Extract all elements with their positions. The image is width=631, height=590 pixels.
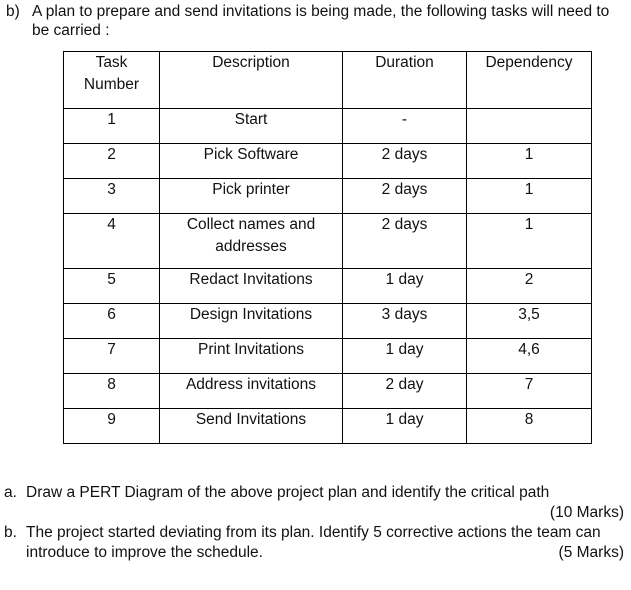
cell-duration: 3 days: [343, 304, 467, 339]
question-a-marker: a.: [4, 484, 17, 501]
cell-description: Address invitations: [160, 374, 343, 409]
cell-dependency: 3,5: [467, 304, 592, 339]
cell-description: Collect names and addresses: [160, 214, 343, 269]
table-row: [64, 144, 592, 179]
cell-task-number: 6: [64, 304, 160, 339]
question-a-text: Draw a PERT Diagram of the above project plan and identify the critical path: [26, 484, 550, 501]
question-b-text-line2: introduce to improve the schedule.: [26, 544, 263, 561]
cell-task-number: 9: [64, 409, 160, 444]
table-row: [64, 269, 592, 304]
table-row: [64, 339, 592, 374]
cell-dependency: 4,6: [467, 339, 592, 374]
cell-description: Send Invitations: [160, 409, 343, 444]
table-header-row: [64, 52, 592, 109]
cell-description: Pick printer: [160, 179, 343, 214]
task-table: [63, 51, 592, 444]
cell-task-number: 3: [64, 179, 160, 214]
cell-duration: 2 days: [343, 214, 467, 269]
question-b-marker: b.: [4, 524, 17, 541]
cell-task-number: 1: [64, 109, 160, 144]
cell-dependency: [467, 109, 592, 144]
cell-dependency: 8: [467, 409, 592, 444]
cell-description: Redact Invitations: [160, 269, 343, 304]
cell-description: Pick Software: [160, 144, 343, 179]
table-row: [64, 179, 592, 214]
question-marker: b): [6, 3, 20, 20]
header-duration: Duration: [343, 52, 467, 109]
table-row: [64, 374, 592, 409]
table-row: [64, 214, 592, 269]
cell-duration: -: [343, 109, 467, 144]
cell-duration: 1 day: [343, 409, 467, 444]
cell-duration: 2 days: [343, 144, 467, 179]
cell-description: Print Invitations: [160, 339, 343, 374]
question-intro-text: A plan to prepare and send invitations is being made, the following tasks will need to be carried :: [32, 3, 610, 39]
cell-dependency: 1: [467, 214, 592, 269]
cell-duration: 2 day: [343, 374, 467, 409]
cell-dependency: 1: [467, 179, 592, 214]
header-task-number: Task Number: [64, 52, 160, 109]
cell-duration: 2 days: [343, 179, 467, 214]
cell-task-number: 2: [64, 144, 160, 179]
cell-task-number: 7: [64, 339, 160, 374]
header-description: Description: [160, 52, 343, 109]
table-row: [64, 109, 592, 144]
cell-dependency: 1: [467, 144, 592, 179]
cell-task-number: 4: [64, 214, 160, 269]
cell-dependency: 2: [467, 269, 592, 304]
cell-description: Start: [160, 109, 343, 144]
header-dependency: Dependency: [467, 52, 592, 109]
cell-task-number: 5: [64, 269, 160, 304]
table-row: [64, 409, 592, 444]
table-row: [64, 304, 592, 339]
cell-duration: 1 day: [343, 339, 467, 374]
cell-dependency: 7: [467, 374, 592, 409]
cell-description: Design Invitations: [160, 304, 343, 339]
question-a-marks: (10 Marks): [549, 504, 624, 521]
cell-duration: 1 day: [343, 269, 467, 304]
question-b-text: The project started deviating from its plan. Identify 5 corrective actions the team can: [26, 524, 601, 541]
question-b-marks: (5 Marks): [558, 544, 624, 561]
cell-task-number: 8: [64, 374, 160, 409]
